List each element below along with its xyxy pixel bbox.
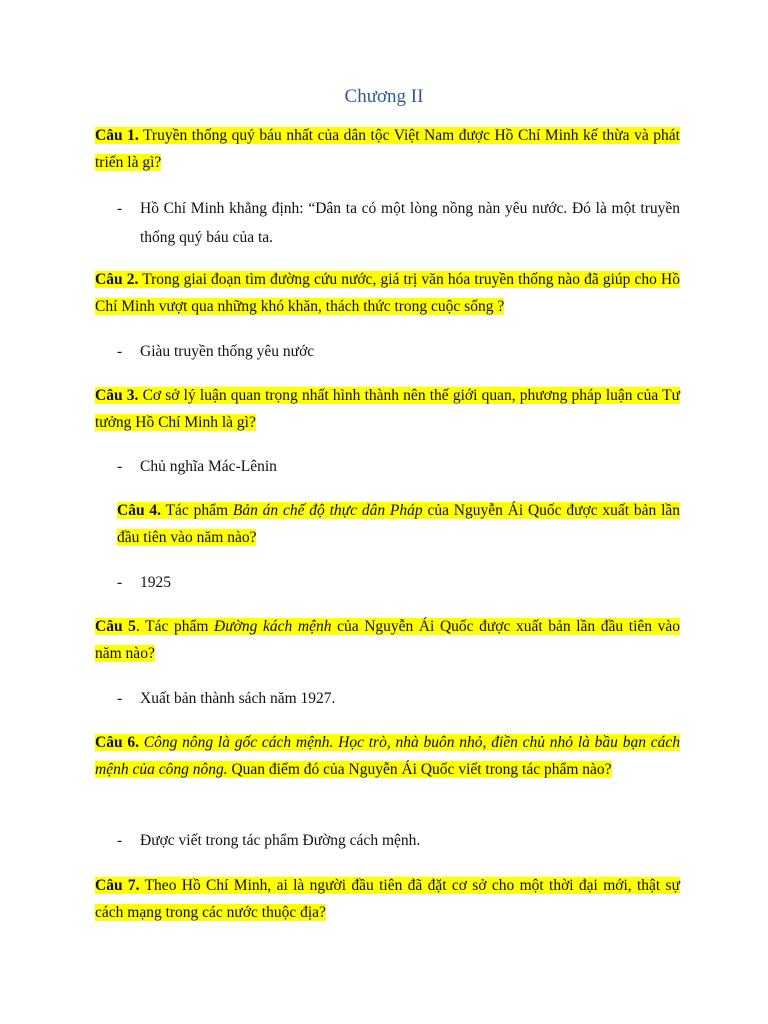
question-2-label: Câu 2. xyxy=(95,271,139,288)
question-6-text-after: Quan điểm đó của Nguyễn Ái Quốc viết trong tác phẩm nào? xyxy=(231,761,612,778)
question-3-highlight xyxy=(95,387,680,431)
answer-3 xyxy=(117,452,680,481)
question-5-text-after: của Nguyễn Ái Quốc được xuất bản lần đầu tiên vào năm nào? xyxy=(95,618,680,662)
question-7-text: Theo Hồ Chí Minh, ai là người đầu tiên đã đặt cơ sở cho một thời đại mới, thật sự cách mạng trong các nước thuộc địa? xyxy=(95,877,680,921)
question-4-highlight xyxy=(117,502,680,546)
answer-1-text: Hồ Chí Minh khẳng định: “Dân ta có một lòng nồng nàn yêu nước. Đó là một truyền thống quý báu của ta. xyxy=(140,200,680,246)
answer-4-text: 1925 xyxy=(140,574,171,591)
question-1-highlight xyxy=(95,127,680,171)
question-3 xyxy=(95,382,680,436)
question-3-label: Câu 3. xyxy=(95,387,139,404)
question-4-text-after: của Nguyễn Ái Quốc được xuất bản lần đầu tiên vào năm nào? xyxy=(117,502,681,546)
question-4-book-title: Bản án chế độ thực dân Pháp xyxy=(232,502,423,519)
answer-3-text: Chủ nghĩa Mác-Lênin xyxy=(140,458,277,475)
bullet-dash: - xyxy=(117,343,123,360)
answer-6-text: Được viết trong tác phẩm Đường cách mệnh. xyxy=(140,832,421,849)
question-2-highlight xyxy=(95,271,680,315)
answer-6 xyxy=(117,826,680,855)
chapter-title: Chương II xyxy=(344,86,424,107)
answer-2 xyxy=(117,337,680,366)
question-5-text-before: . Tác phẩm xyxy=(135,618,209,635)
answer-4 xyxy=(117,568,680,597)
bullet-dash: - xyxy=(117,200,123,217)
bullet-dash: - xyxy=(117,458,123,475)
bullet-dash: - xyxy=(117,832,123,849)
question-6 xyxy=(95,729,680,783)
question-2-text: Trong giai đoạn tìm đường cứu nước, giá trị văn hóa truyền thống nào đã giúp cho Hồ Chí Minh vượt qua những khó khăn, thách thức trong cuộc sống ? xyxy=(95,271,680,315)
question-5-label: Câu 5 xyxy=(95,618,136,635)
question-3-text: Cơ sở lý luận quan trọng nhất hình thành nên thế giới quan, phương pháp luận của Tư tưởng Hồ Chí Minh là gì? xyxy=(95,387,680,431)
bullet-dash: - xyxy=(117,690,123,707)
question-1 xyxy=(95,122,680,176)
question-6-label: Câu 6. xyxy=(95,734,139,751)
question-7-highlight xyxy=(95,877,680,921)
question-4-label: Câu 4. xyxy=(117,502,162,519)
answer-5-text: Xuất bản thành sách năm 1927. xyxy=(140,690,336,707)
question-5 xyxy=(95,613,680,667)
question-1-text: Truyền thống quý báu nhất của dân tộc Việt Nam được Hồ Chí Minh kế thừa và phát triển là gì? xyxy=(95,127,680,171)
answer-2-text: Giàu truyền thống yêu nước xyxy=(140,343,315,360)
question-5-book-title: Đường kách mệnh xyxy=(214,618,332,635)
answer-1 xyxy=(117,194,680,252)
question-7-label: Câu 7. xyxy=(95,877,140,894)
question-1-label: Câu 1. xyxy=(95,127,139,144)
answer-5 xyxy=(117,684,680,713)
bullet-dash: - xyxy=(117,574,123,591)
question-6-highlight xyxy=(95,734,680,778)
question-6-quote: Công nông là gốc cách mệnh. Học trò, nhà buôn nhỏ, điền chủ nhỏ là bầu bạn cách mệnh của công nông. xyxy=(95,734,680,778)
question-7 xyxy=(95,872,680,926)
question-2 xyxy=(95,266,680,320)
question-4 xyxy=(117,497,680,551)
question-5-highlight xyxy=(95,618,680,662)
question-4-text-before: Tác phẩm xyxy=(165,502,229,519)
